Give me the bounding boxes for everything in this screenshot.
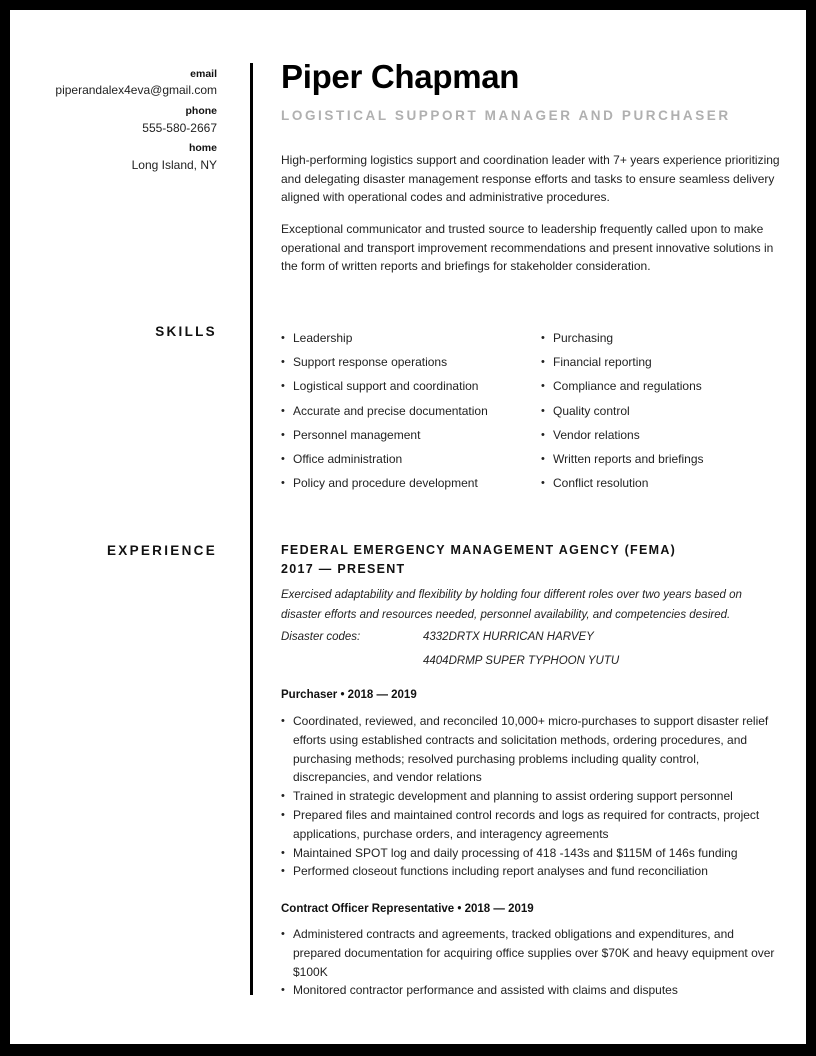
skill-item: • Conflict resolution [541,475,704,499]
phone-label: phone [185,105,217,117]
skill-item: • Accurate and precise documentation [281,403,488,427]
skills-list-left [281,330,488,499]
disaster-code: 4404DRMP SUPER TYPHOON YUTU [423,655,620,667]
skill-item: • Support response operations [281,354,488,378]
skill-item: • Logistical support and coordination [281,378,488,402]
bullet-item: • Performed closeout functions including report analyses and fund reconciliation [281,862,776,881]
email-value[interactable]: piperandalex4eva@gmail.com [55,83,217,97]
skill-item: • Vendor relations [541,427,704,451]
skill-item: • Office administration [281,451,488,475]
role-title-purchaser: Purchaser • 2018 — 2019 [281,689,417,701]
home-label: home [188,142,217,154]
vertical-divider [250,63,253,995]
employer-name: FEDERAL EMERGENCY MANAGEMENT AGENCY (FEMA) [281,543,677,557]
skill-item: • Purchasing [541,330,704,354]
candidate-name: Piper Chapman [281,58,520,95]
email-label: email [190,68,217,80]
job-title: LOGISTICAL SUPPORT MANAGER AND PURCHASER [281,108,731,123]
experience-heading: EXPERIENCE [106,543,217,558]
bullet-item: • Coordinated, reviewed, and reconciled 10,000+ micro-purchases to support disaster relief efforts using established contracts and solicitation methods, ordering procedures, and purchasing methods; resolved purchasing problems including quality control, discrepancies, and vendor relations [281,712,776,787]
role-title-cor: Contract Officer Representative • 2018 — 2019 [281,903,534,915]
summary-paragraph-2: Exceptional communicator and trusted source to leadership frequently called upon to make operational and transport improvement recommendations and present innovative solutions in the form of written reports and briefings for stakeholder consideration. [281,222,774,273]
phone-value: 555-580-2667 [142,121,217,135]
summary-paragraph-1: High-performing logistics support and coordination leader with 7+ years experience prioritizing and delegating disaster management response efforts and tasks to ensure seamless delivery aligned with operational codes and administrative procedures. [281,153,780,204]
skill-item: • Financial reporting [541,354,704,378]
bullet-item: • Administered contracts and agreements, tracked obligations and expenditures, and prepared documentation for acquiring office supplies over $70K and heavy equipment over $100K [281,925,776,981]
skills-heading: SKILLS [155,324,217,339]
purchaser-bullets [281,712,776,881]
bullet-item: • Maintained SPOT log and daily processing of 418 -143s and $115M of 146s funding [281,844,776,863]
bullet-item: • Prepared files and maintained control records and logs as required for contracts, project applications, purchase orders, and interagency agreements [281,806,776,844]
skill-item: • Leadership [281,330,488,354]
skills-list-right [541,330,704,499]
bullet-item: • Monitored contractor performance and assisted with claims and disputes [281,981,776,1000]
skill-item: • Quality control [541,403,704,427]
cor-bullets [281,925,776,1000]
skill-item: • Policy and procedure development [281,475,488,499]
bullet-item: • Trained in strategic development and planning to assist ordering support personnel [281,787,776,806]
skill-item: • Written reports and briefings [541,451,704,475]
experience-summary: Exercised adaptability and flexibility by holding four different roles over two years based on disaster efforts and resources needed, personnel availability, and competencies desired. [281,589,742,621]
disaster-codes-label: Disaster codes: [281,631,361,643]
skill-item: • Compliance and regulations [541,378,704,402]
home-value: Long Island, NY [131,158,217,172]
disaster-code: 4332DRTX HURRICAN HARVEY [423,631,594,643]
employment-dates: 2017 — PRESENT [281,562,406,576]
skill-item: • Personnel management [281,427,488,451]
